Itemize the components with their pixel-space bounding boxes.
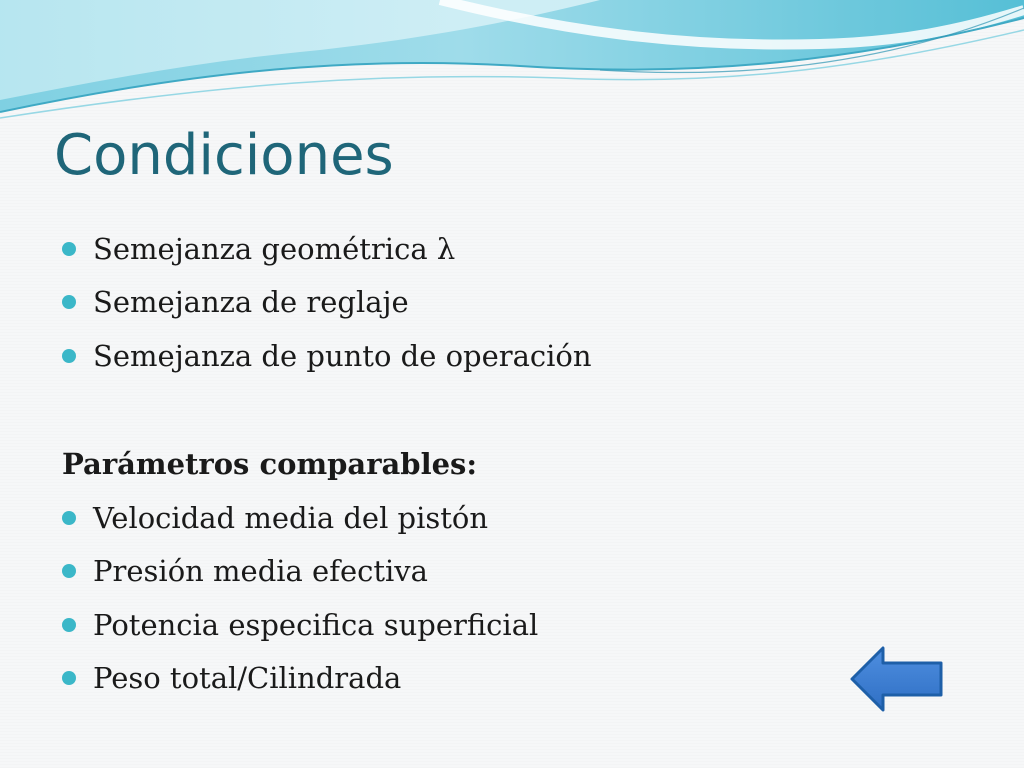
- parameter-text: Velocidad media del pistón: [93, 500, 489, 535]
- list-item: [62, 545, 822, 599]
- list-item: [62, 598, 822, 652]
- list-item: [62, 222, 822, 276]
- list-item: [62, 329, 822, 383]
- list-item: [62, 276, 822, 330]
- slide-content: [62, 222, 822, 705]
- parameter-text: Presión media efectiva: [93, 554, 428, 589]
- bullet-icon: [62, 564, 76, 578]
- list-item: [62, 652, 822, 706]
- parameter-text: Peso total/Cilindrada: [93, 661, 402, 696]
- condition-text: Semejanza de punto de operación: [93, 338, 592, 373]
- conditions-list: [62, 222, 822, 383]
- parameters-heading: Parámetros comparables:: [62, 447, 478, 482]
- bullet-icon: [62, 242, 76, 256]
- bullet-icon: [62, 671, 76, 685]
- condition-text: Semejanza de reglaje: [93, 285, 409, 320]
- slide-title: Condiciones: [54, 123, 394, 188]
- condition-text: Semejanza geométrica λ: [93, 231, 456, 266]
- bullet-icon: [62, 295, 76, 309]
- list-item: [62, 491, 822, 545]
- parameter-text: Potencia especifica superficial: [93, 607, 539, 642]
- spacer: [62, 383, 822, 438]
- header-wave-decoration: [0, 0, 1024, 130]
- bullet-icon: [62, 349, 76, 363]
- left-arrow-icon[interactable]: [849, 645, 945, 713]
- bullet-icon: [62, 511, 76, 525]
- parameters-list: [62, 491, 822, 705]
- bullet-icon: [62, 618, 76, 632]
